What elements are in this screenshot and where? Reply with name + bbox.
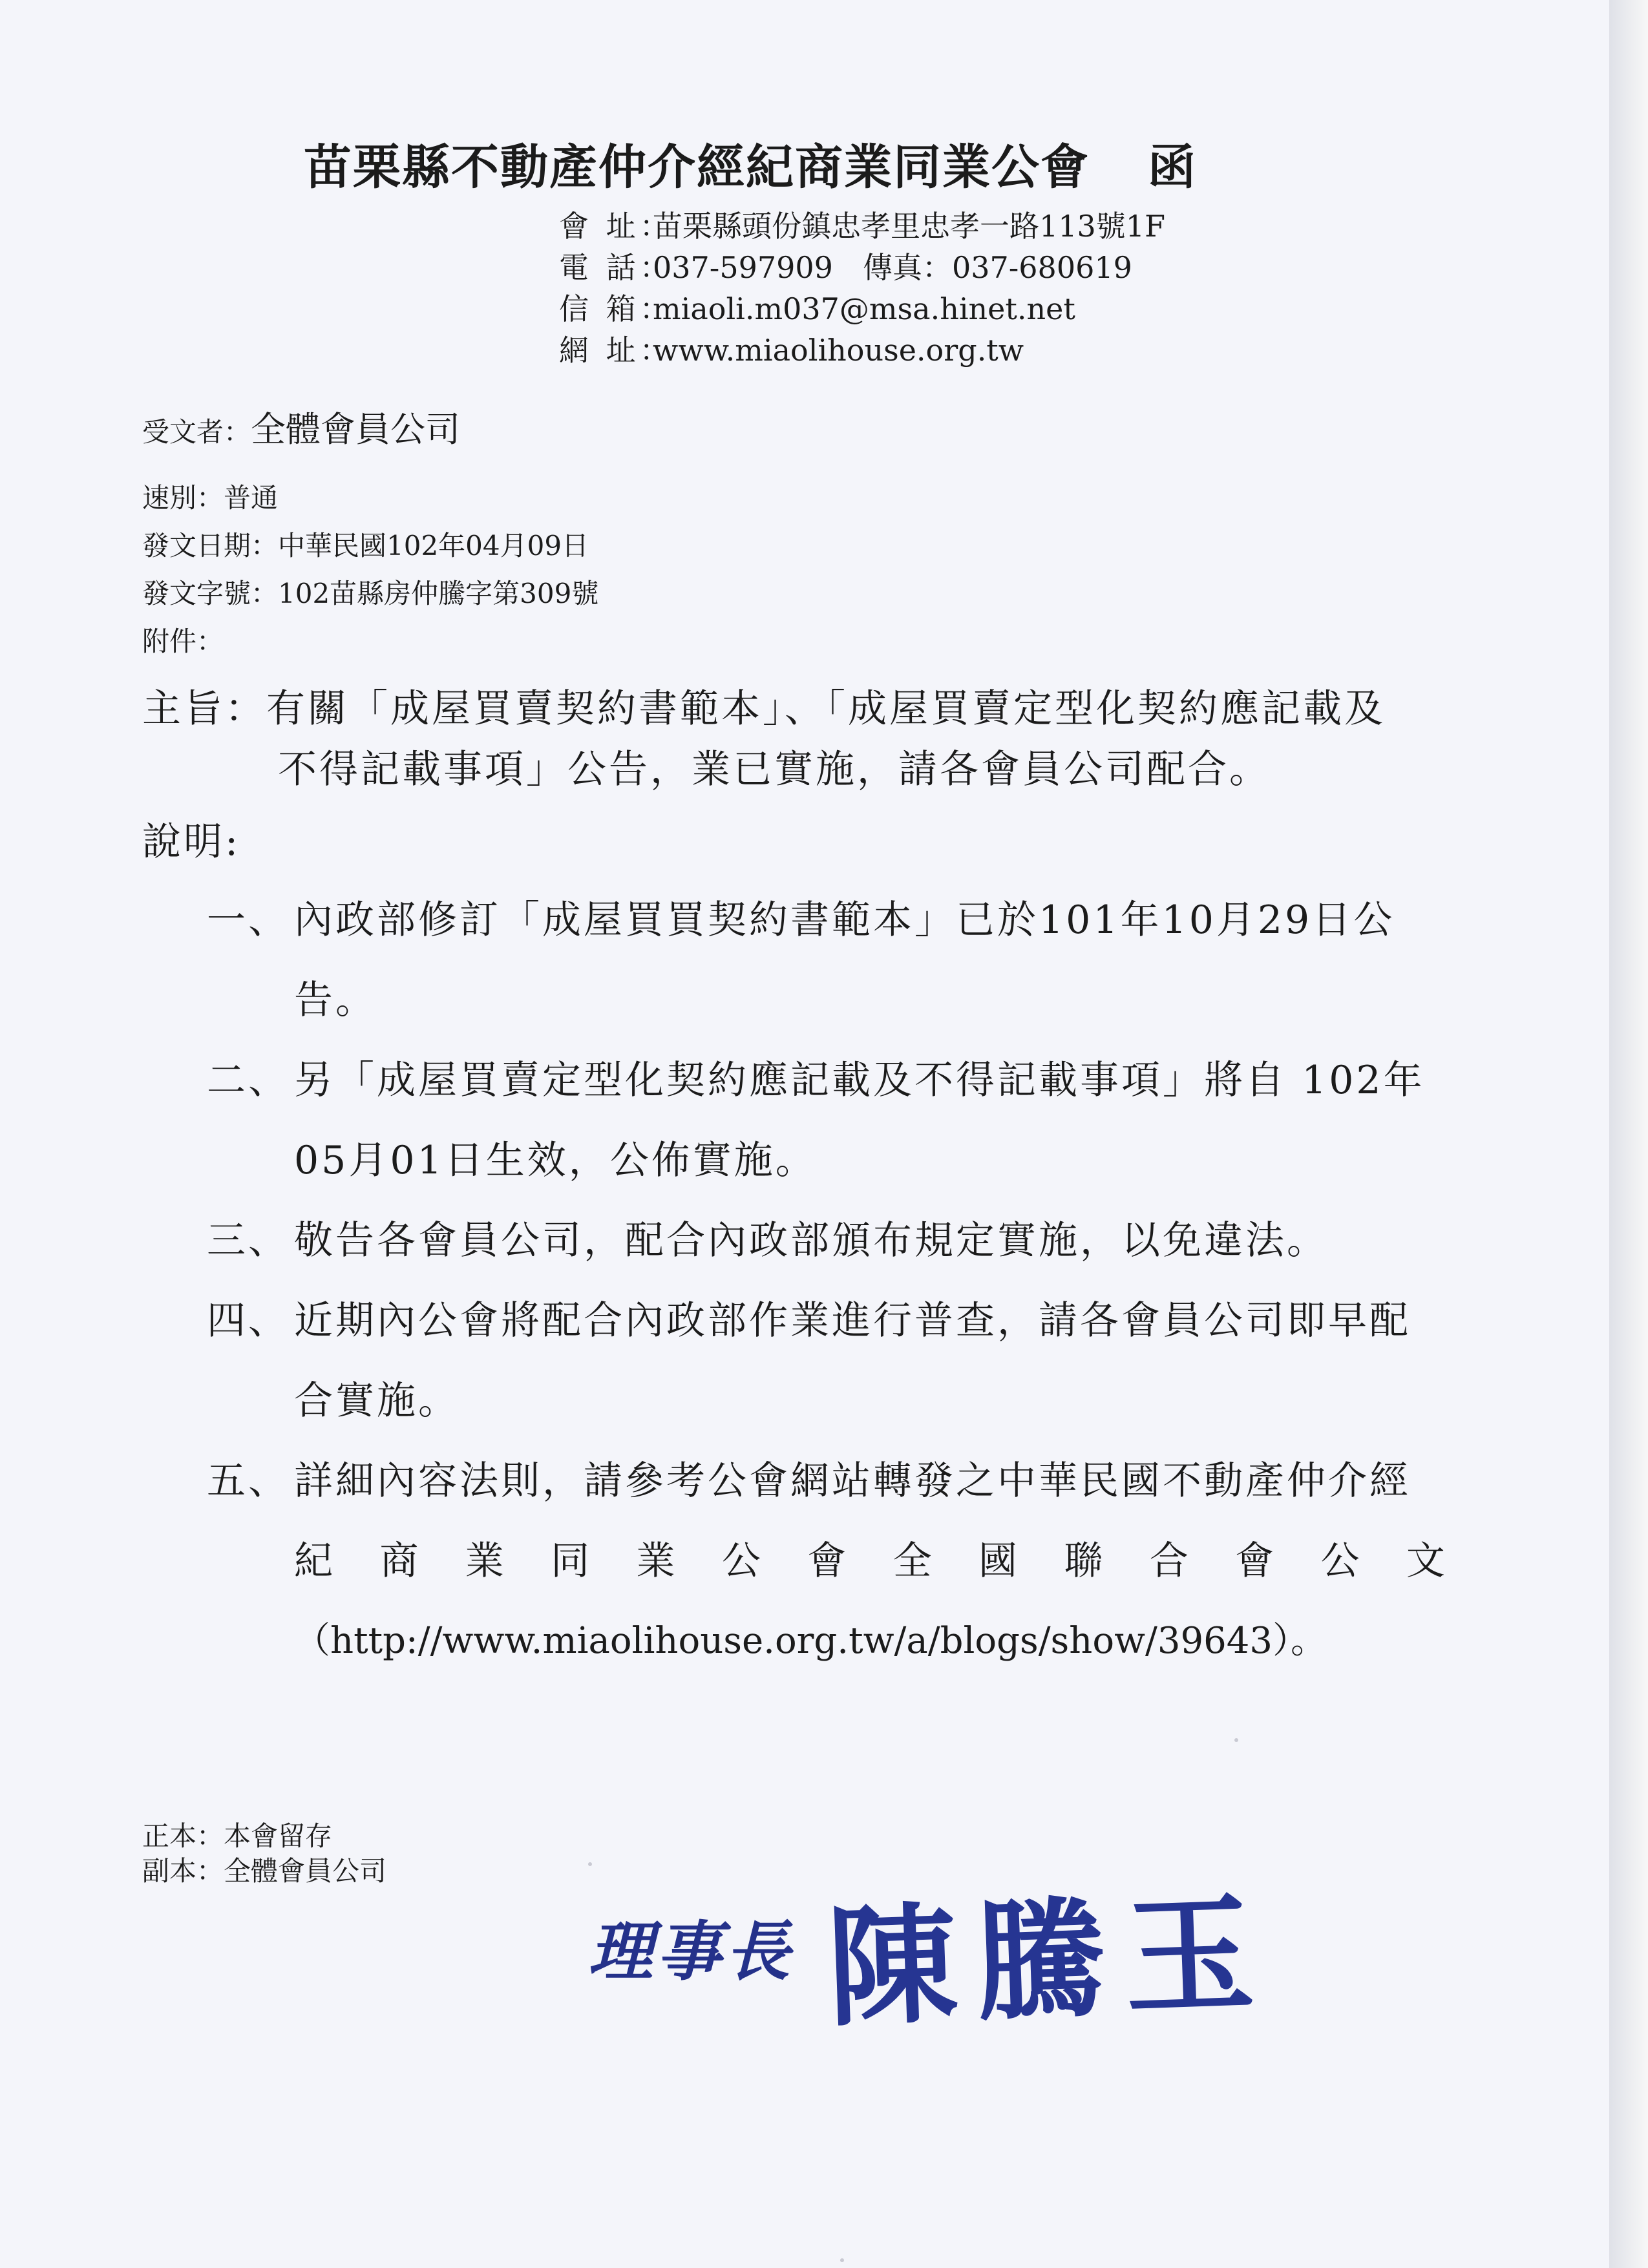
item-5-line-1: 詳細內容法則，請參考公會網站轉發之中華民國不動產仲介經	[294, 1458, 1411, 1504]
contact-email: 信 箱：miaoli.m037@msa.hinet.net	[559, 291, 1075, 326]
letterhead-title	[304, 129, 1197, 198]
signature-title: 理事長	[588, 1914, 794, 1990]
issue-date: 發文日期：中華民國102年04月09日	[142, 530, 589, 562]
signature-stamp: 陳騰玉	[825, 1878, 1276, 2044]
recipient: 受文者：全體會員公司	[142, 409, 461, 450]
item-5-line-2: 紀 商 業 同 業 公 會 全 國 聯 合 會 公 文	[294, 1538, 1448, 1584]
speed-class: 速別：普通	[142, 482, 279, 514]
copies-block	[142, 1819, 386, 1889]
scan-speck	[588, 1862, 592, 1866]
scan-speck	[840, 2258, 844, 2262]
contact-block	[559, 205, 1165, 371]
duplicate-copy: 副本：全體會員公司	[142, 1855, 387, 1887]
scan-speck	[1234, 1738, 1238, 1742]
explanation-title: 說明:	[142, 819, 241, 865]
list-item: 四、 近期內公會將配合內政部作業進行普查，請各會員公司即早配合實施。	[207, 1298, 1411, 1423]
doc-type: 函	[1148, 140, 1197, 195]
list-item: 三、 敬告各會員公司，配合內政部頒布規定實施，以免違法。	[207, 1218, 1328, 1263]
page-edge	[1609, 0, 1648, 2268]
list-item: 二、 另「成屋買賣定型化契約應記載及不得記載事項」將自 102年05月01日生效，公佈實施。	[207, 1058, 1425, 1183]
original-copy: 正本：本會留存	[142, 1820, 333, 1852]
reference-url[interactable]: （http://www.miaolihouse.org.tw/a/blogs/show/39643）。	[294, 1620, 1327, 1662]
subject-line-2: 不得記載事項」公告，業已實施，請各會員公司配合。	[278, 747, 1271, 792]
explanation-list	[207, 880, 1448, 1681]
list-item: 一、 內政部修訂「成屋買買契約書範本」已於101年10月29日公告。	[207, 898, 1395, 1023]
subject	[142, 678, 1448, 800]
contact-website: 網 址：www.miaolihouse.org.tw	[559, 333, 1024, 368]
document-number: 發文字號：102苗縣房仲騰字第309號	[142, 578, 599, 609]
list-item: 五、 詳細內容法則，請參考公會網站轉發之中華民國不動產仲介經 紀 商 業 同 業 公 會 全 國 聯 合 會 公 文 （http://www.miaolihouse.org.tw/a/blogs/show/39643）。	[207, 1441, 1448, 1681]
org-name: 苗栗縣不動產仲介經紀商業同業公會	[304, 140, 1090, 195]
attachment: 附件：	[142, 625, 224, 657]
subject-line-1: 主旨：有關「成屋買賣契約書範本」、「成屋買賣定型化契約應記載及	[142, 686, 1386, 731]
contact-address: 會 址：苗栗縣頭份鎮忠孝里忠孝一路113號1F	[559, 209, 1165, 244]
contact-phone: 電 話：037-597909 傳真：037-680619	[559, 250, 1132, 285]
